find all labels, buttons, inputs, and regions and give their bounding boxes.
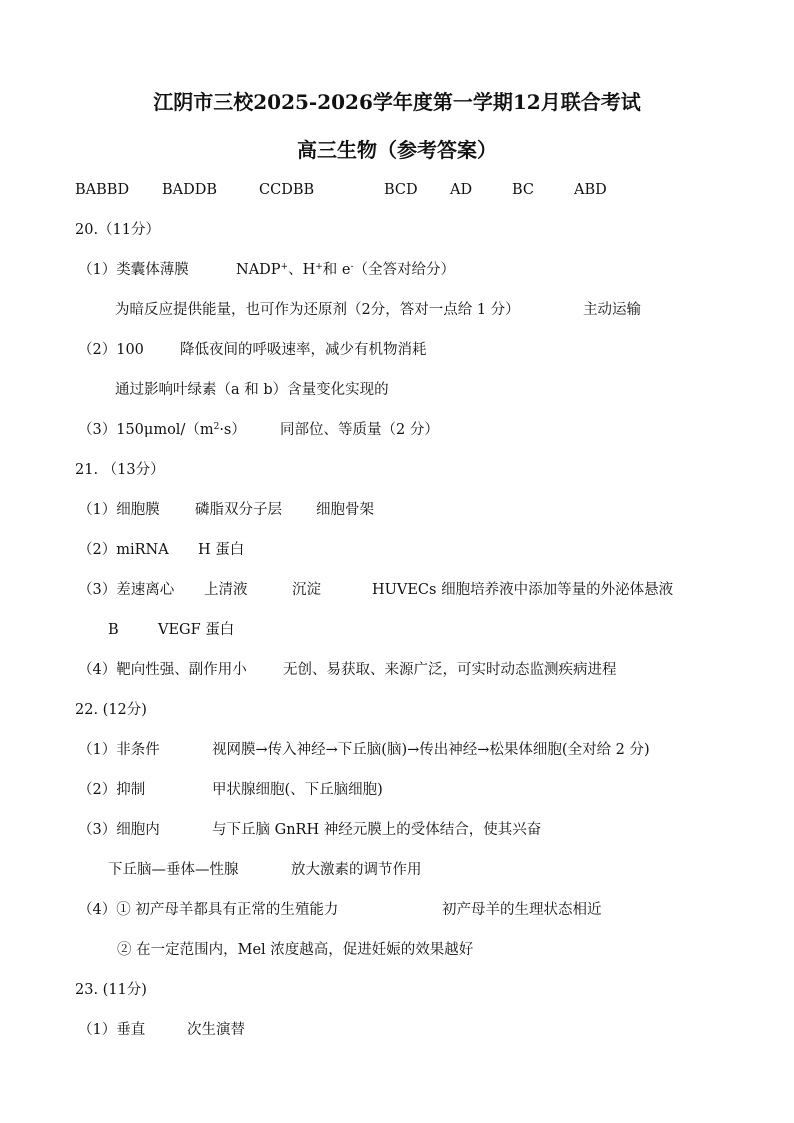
q23-header: 23. (11分): [75, 982, 147, 998]
q22-p3-line2-a: 下丘脑—垂体—性腺: [108, 862, 239, 878]
q23-p1-label: （1）垂直: [78, 1022, 146, 1038]
q20-p2-label: （2）100: [78, 342, 144, 358]
q20-p3-answer-b: 同部位、等质量（2 分）: [280, 422, 439, 438]
q21-p3-answer-d: HUVECs 细胞培养液中添加等量的外泌体悬液: [372, 582, 674, 598]
q21-p2-label: （2）miRNA: [78, 542, 169, 558]
q22-header: 22. (12分): [75, 702, 147, 718]
q22-part4-line2: ② 在一定范围内，Mel 浓度越高，促进妊娠的效果越好: [117, 942, 474, 958]
q21-p3-line2-b: VEGF 蛋白: [158, 622, 235, 638]
choice-group-4: BCD: [384, 182, 418, 198]
q20-header: 20.（11分）: [75, 222, 161, 238]
q21-header: 21. （13分）: [75, 462, 165, 478]
q22-p2-label: （2）抑制: [78, 782, 146, 798]
q22-p3-line2-b: 放大激素的调节作用: [291, 862, 422, 878]
q22-p4-answer-b: 初产母羊的生理状态相近: [442, 902, 602, 918]
q20-p2-answer-b: 降低夜间的呼吸速率，减少有机物消耗: [180, 342, 427, 358]
q20-p3-label: $(3)150\mu mol/(m^2\cdot s)$: [78, 422, 246, 438]
q20-p1-line2-text: 为暗反应提供能量，也可作为还原剂（2分，答对一点给 1 分）: [115, 302, 520, 318]
q22-p1-label: （1）非条件: [78, 742, 160, 758]
q21-p1-answer-b: 磷脂双分子层: [195, 502, 282, 518]
q22-p4-label: （4）① 初产母羊都具有正常的生殖能力: [78, 902, 339, 918]
q22-p3-label: （3）细胞内: [78, 822, 160, 838]
choice-group-1: BABBD: [75, 182, 130, 198]
q21-p4-answer-b: 无创、易获取、来源广泛，可实时动态监测疾病进程: [283, 662, 617, 678]
q22-p3-answer-b: 与下丘脑 GnRH 神经元膜上的受体结合，使其兴奋: [212, 822, 542, 838]
choice-group-7: ABD: [574, 182, 607, 198]
q21-p2-answer-b: H 蛋白: [198, 542, 245, 558]
q20-p1-answer-b: NADP+、H+和 e-（全答对给分）: [236, 262, 456, 278]
q23-p1-answer-b: 次生演替: [187, 1022, 245, 1038]
q21-p1-answer-c: 细胞骨架: [316, 502, 374, 518]
q22-p1-answer-b: 视网膜→传入神经→下丘脑(脑)→传出神经→松果体细胞(全对给 2 分): [212, 742, 650, 758]
q21-p3-answer-c: 沉淀: [292, 582, 321, 598]
choice-group-6: BC: [512, 182, 535, 198]
document-title: 江阴市三校2025-2026学年度第一学期12月联合考试: [153, 90, 641, 114]
q20-p1-line2-answer: 主动运输: [583, 302, 641, 318]
q21-p1-label: （1）细胞膜: [78, 502, 160, 518]
q20-p1-label: （1）类囊体薄膜: [78, 262, 189, 278]
choice-group-5: AD: [450, 182, 473, 198]
q21-p3-label: （3）差速离心: [78, 582, 175, 598]
document-subtitle: 高三生物（参考答案）: [297, 138, 497, 162]
q22-p2-answer-b: 甲状腺细胞(、下丘脑细胞): [212, 782, 383, 798]
choice-group-3: CCDBB: [259, 182, 315, 198]
choice-group-2: BADDB: [162, 182, 218, 198]
q21-p3-answer-b: 上清液: [204, 582, 248, 598]
q21-p3-line2-a: B: [108, 622, 119, 638]
q20-part2-line2: 通过影响叶绿素（a 和 b）含量变化实现的: [115, 382, 389, 398]
q21-p4-label: （4）靶向性强、副作用小: [78, 662, 247, 678]
